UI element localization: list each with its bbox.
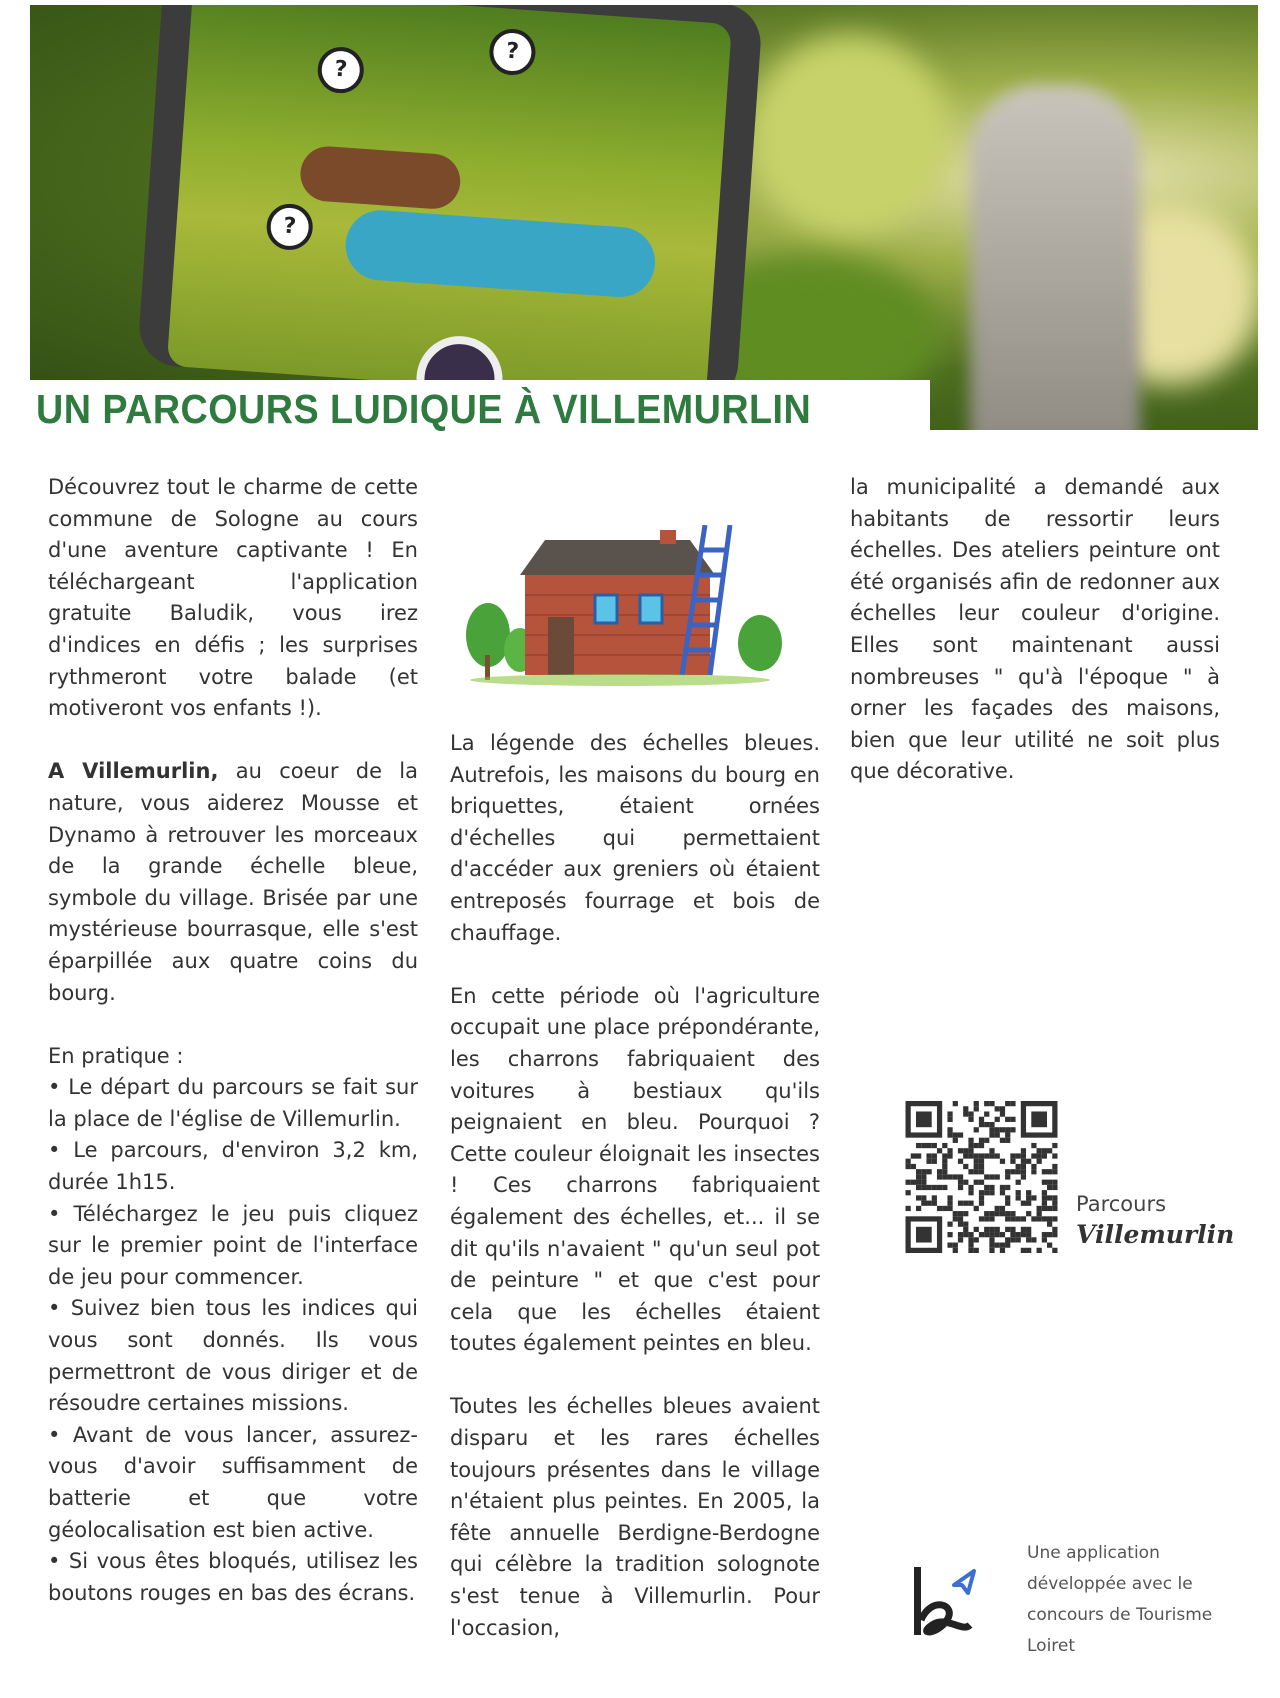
bullet-item: • Téléchargez le jeu puis cliquez sur le premier point de l'interface de jeu pour commencer. xyxy=(48,1201,418,1289)
phone-app-screen xyxy=(137,5,763,405)
place-name: A Villemurlin, xyxy=(48,759,219,784)
bullet-item: • Suivez bien tous les indices qui vous sont donnés. Ils vous permettront de vous diriger et de résoudre certaines missions. xyxy=(48,1296,418,1416)
qr-label-villemurlin: Villemurlin xyxy=(1076,1220,1235,1249)
intro-paragraph: Découvrez tout le charme de cette commune de Sologne au cours d'une aventure captivante ! En téléchargeant l'application gratuite Baludik, vous irez d'indices en défis ; les surprises rythmeront votre balade (et motiveront vos enfants !). xyxy=(48,475,418,721)
blurred-person xyxy=(970,85,1140,430)
revival-paragraph: Toutes les échelles bleues avaient disparu et les rares échelles toujours présentes dans le village n'étaient plus peintes. En 2005, la fête annuelle Berdigne-Berdogne qui célèbre la tradition solognote s'est tenue à Villemurlin. Pour l'occasion, xyxy=(450,1394,820,1640)
pond-illustration xyxy=(343,208,657,299)
credit-text: Une application développée avec le concours de Tourisme Loiret xyxy=(1027,1543,1213,1656)
baludik-logo-icon xyxy=(912,1565,982,1645)
question-marker-icon: ? xyxy=(316,46,365,95)
bullet-item: • Le départ du parcours se fait sur la place de l'église de Villemurlin. xyxy=(48,1075,418,1131)
question-marker-icon: ? xyxy=(265,202,314,251)
log-illustration xyxy=(299,145,462,211)
hero-photo xyxy=(30,5,1258,430)
column-3 xyxy=(850,472,1220,820)
column-1 xyxy=(48,472,418,1609)
continuation-paragraph: la municipalité a demandé aux habitants de ressortir leurs échelles. Des ateliers peinture ont été organisés afin de redonner aux échelles leur couleur d'origine. Elles sont maintenant aussi nombreuses " qu'à l'époque " à orner les façades des maisons, bien que leur utilité ne soit plus que décorative. xyxy=(850,475,1220,784)
bullet-item: • Le parcours, d'environ 3,2 km, durée 1h15. xyxy=(48,1138,418,1195)
story-paragraph xyxy=(48,756,418,1009)
bullet-item: • Si vous êtes bloqués, utilisez les boutons rouges en bas des écrans. xyxy=(48,1549,418,1605)
qr-code[interactable] xyxy=(905,1101,1058,1253)
story-text: au coeur de la nature, vous aiderez Mousse et Dynamo à retrouver les morceaux de la grande échelle bleue, symbole du village. Brisée par une mystérieuse bourrasque, elle s'est éparpillée aux quatre coins du bourg. xyxy=(48,759,418,1005)
bullet-item: • Avant de vous lancer, assurez-vous d'avoir suffisamment de batterie et que votre géolocalisation est bien active. xyxy=(48,1422,418,1542)
practical-heading: En pratique : xyxy=(48,1043,184,1068)
question-marker-icon: ? xyxy=(488,27,537,76)
history-paragraph: En cette période où l'agriculture occupait une place prépondérante, les charrons fabriquaient des voitures à bestiaux qu'ils peignaient en bleu. Pourquoi ? Cette couleur éloignait les insectes ! Ces charrons fabriquaient également des échelles, et... il se dit qu'ils n'avaient " qu'un seul pot de peinture " et que c'est pour cela que les échelles étaient toutes également peintes en bleu. xyxy=(450,983,820,1356)
qr-label-parcours: Parcours xyxy=(1076,1192,1167,1216)
page-title: UN PARCOURS LUDIQUE À VILLEMURLIN xyxy=(36,386,812,432)
column-2 xyxy=(450,728,820,1676)
legend-paragraph: La légende des échelles bleues. Autrefois, les maisons du bourg en briquettes, étaient ornées d'échelles qui permettaient d'accéder aux greniers où étaient entreposés fourrage et bois de chauffage. xyxy=(450,731,820,945)
brick-house-illustration xyxy=(460,525,790,695)
